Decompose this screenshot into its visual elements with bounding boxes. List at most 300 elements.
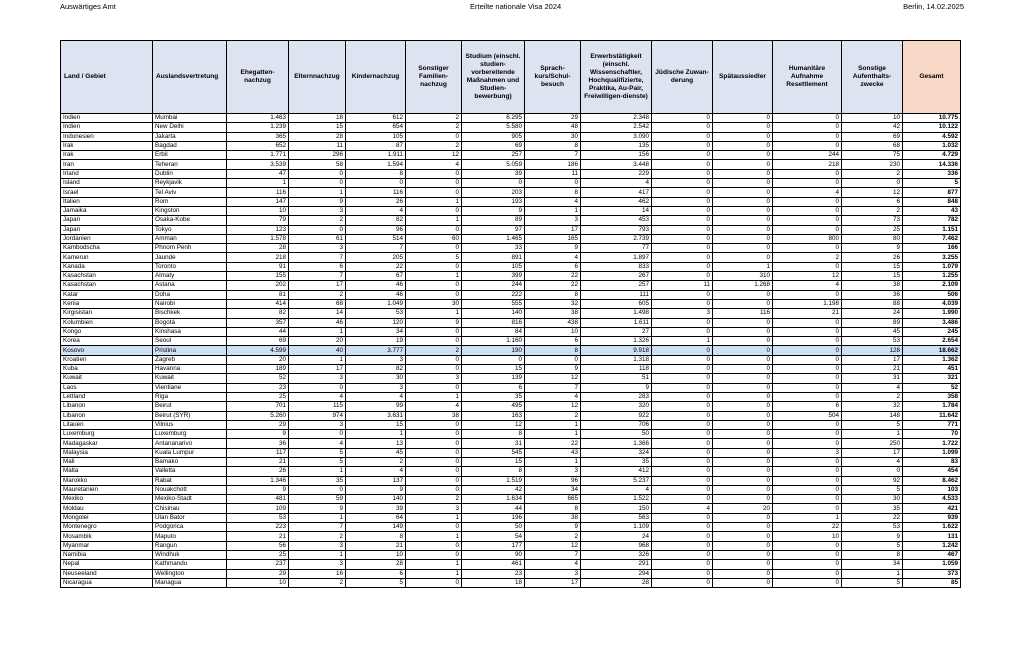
cell-value: 3 (406, 504, 462, 513)
cell-value: 1.465 (462, 234, 525, 243)
table-row (61, 365, 961, 374)
cell-value: 99 (346, 402, 406, 411)
cell-value: 8 (462, 430, 525, 439)
cell-country: Kuba (61, 365, 153, 374)
cell-value: 0 (652, 346, 713, 355)
table-row (61, 550, 961, 559)
cell-value: 105 (462, 262, 525, 271)
cell-value: 1.463 (227, 114, 289, 123)
col-header-total: Gesamt (903, 41, 961, 114)
cell-value: 46 (346, 290, 406, 299)
cell-mission: Maputo (153, 532, 227, 541)
cell-value: 14 (581, 206, 652, 215)
table-row (61, 523, 961, 532)
table-row (61, 132, 961, 141)
cell-value: 3 (289, 374, 346, 383)
cell-value: 250 (842, 439, 903, 448)
cell-value: 1 (289, 327, 346, 336)
cell-value: 1.326 (581, 337, 652, 346)
cell-value: 0 (773, 169, 842, 178)
cell-country: Malaysia (61, 448, 153, 457)
cell-value: 30 (842, 495, 903, 504)
cell-country: Libanon (61, 411, 153, 420)
cell-value: 28 (289, 132, 346, 141)
cell-total: 1.722 (903, 439, 961, 448)
cell-value: 33 (462, 244, 525, 253)
cell-value: 4 (773, 281, 842, 290)
table-row (61, 337, 961, 346)
cell-total: 5 (903, 179, 961, 188)
cell-value: 0 (713, 495, 773, 504)
cell-value: 3 (406, 374, 462, 383)
cell-value: 1 (406, 513, 462, 522)
cell-country: Montenegro (61, 523, 153, 532)
cell-country: Kuwait (61, 374, 153, 383)
cell-value: 24 (842, 309, 903, 318)
cell-value: 17 (289, 365, 346, 374)
cell-value: 0 (773, 439, 842, 448)
cell-value: 968 (581, 541, 652, 550)
cell-country: Mexiko (61, 495, 153, 504)
cell-value: 7 (525, 550, 581, 559)
cell-value: 0 (713, 550, 773, 559)
table-row (61, 355, 961, 364)
table-row (61, 244, 961, 253)
table-row (61, 281, 961, 290)
col-header: Sonstiger Familien-nachzug (406, 41, 462, 114)
cell-value: 1 (406, 392, 462, 401)
cell-country: Kirgisistan (61, 309, 153, 318)
cell-value: 7 (525, 151, 581, 160)
cell-total: 3.486 (903, 318, 961, 327)
cell-value: 0 (652, 374, 713, 383)
cell-value: 1.049 (346, 299, 406, 308)
cell-value: 1.594 (346, 160, 406, 169)
header-org: Auswärtiges Amt (60, 2, 116, 11)
cell-value: 5.580 (462, 123, 525, 132)
cell-mission: Valletta (153, 467, 227, 476)
cell-value: 0 (773, 123, 842, 132)
cell-value: 0 (406, 541, 462, 550)
cell-value: 230 (842, 160, 903, 169)
cell-value: 0 (406, 290, 462, 299)
table-row (61, 532, 961, 541)
cell-value: 28 (346, 560, 406, 569)
cell-value: 56 (227, 541, 289, 550)
cell-value: 31 (462, 439, 525, 448)
cell-value: 800 (773, 234, 842, 243)
cell-value: 88 (842, 299, 903, 308)
cell-country: Luxemburg (61, 430, 153, 439)
cell-value: 50 (581, 430, 652, 439)
cell-value: 0 (713, 411, 773, 420)
cell-value: 89 (842, 318, 903, 327)
cell-value: 29 (227, 420, 289, 429)
cell-value: 5.237 (581, 476, 652, 485)
cell-value: 16 (289, 569, 346, 578)
cell-value: 140 (346, 495, 406, 504)
cell-value: 0 (652, 467, 713, 476)
cell-value: 21 (842, 365, 903, 374)
cell-value: 3 (289, 244, 346, 253)
cell-value: 0 (652, 327, 713, 336)
cell-value: 0 (773, 114, 842, 123)
cell-value: 1.911 (346, 151, 406, 160)
cell-value: 2 (406, 495, 462, 504)
cell-value: 34 (346, 327, 406, 336)
cell-value: 2.739 (581, 234, 652, 243)
cell-value: 222 (462, 290, 525, 299)
cell-value: 38 (842, 281, 903, 290)
col-header: Auslandsvertretung (153, 41, 227, 114)
cell-value: 44 (462, 504, 525, 513)
cell-value: 0 (406, 365, 462, 374)
cell-mission: Seoul (153, 337, 227, 346)
cell-value: 0 (713, 439, 773, 448)
cell-value: 149 (346, 523, 406, 532)
cell-value: 0 (713, 513, 773, 522)
cell-value: 196 (462, 513, 525, 522)
cell-value: 79 (227, 216, 289, 225)
cell-total: 2.109 (903, 281, 961, 290)
table-row (61, 253, 961, 262)
cell-mission: Mexiko-Stadt (153, 495, 227, 504)
cell-value: 0 (842, 179, 903, 188)
table-row (61, 225, 961, 234)
cell-country: Irak (61, 151, 153, 160)
cell-value: 23 (227, 383, 289, 392)
cell-value: 0 (652, 114, 713, 123)
cell-value: 116 (346, 188, 406, 197)
cell-value: 3 (652, 309, 713, 318)
cell-value: 294 (581, 569, 652, 578)
cell-total: 848 (903, 197, 961, 206)
cell-total: 454 (903, 467, 961, 476)
cell-value: 36 (227, 439, 289, 448)
cell-value: 2 (773, 253, 842, 262)
cell-total: 245 (903, 327, 961, 336)
table-row (61, 439, 961, 448)
cell-mission: Nairobi (153, 299, 227, 308)
cell-value: 0 (652, 439, 713, 448)
cell-value: 0 (652, 513, 713, 522)
cell-value: 21 (346, 541, 406, 550)
cell-value: 365 (227, 132, 289, 141)
cell-value: 652 (227, 141, 289, 150)
cell-value: 11 (652, 281, 713, 290)
cell-country: Lettland (61, 392, 153, 401)
col-header: Spätaussiedler (713, 41, 773, 114)
cell-value: 1 (406, 272, 462, 281)
cell-value: 0 (406, 578, 462, 587)
col-header: Elternnachzug (289, 41, 346, 114)
cell-country: Kongo (61, 327, 153, 336)
cell-value: 0 (713, 197, 773, 206)
cell-value: 1 (406, 216, 462, 225)
cell-total: 877 (903, 188, 961, 197)
cell-value: 2 (406, 346, 462, 355)
cell-value: 26 (227, 467, 289, 476)
table-row (61, 430, 961, 439)
cell-value: 21 (773, 309, 842, 318)
cell-value: 2 (406, 141, 462, 150)
cell-total: 358 (903, 392, 961, 401)
table-row (61, 467, 961, 476)
cell-value: 267 (581, 272, 652, 281)
cell-value: 0 (713, 523, 773, 532)
cell-value: 80 (842, 234, 903, 243)
table-row (61, 234, 961, 243)
cell-value: 148 (842, 411, 903, 420)
col-header: Kindernachzug (346, 41, 406, 114)
cell-value: 42 (842, 123, 903, 132)
cell-mission: New Delhi (153, 123, 227, 132)
cell-value: 1.578 (227, 234, 289, 243)
cell-value: 193 (462, 197, 525, 206)
cell-value: 0 (652, 550, 713, 559)
table-row (61, 541, 961, 550)
cell-value: 0 (289, 225, 346, 234)
cell-value: 1 (842, 430, 903, 439)
cell-value: 109 (227, 504, 289, 513)
cell-value: 0 (713, 532, 773, 541)
cell-value: 0 (713, 253, 773, 262)
table-row (61, 272, 961, 281)
cell-value: 0 (773, 216, 842, 225)
table-row (61, 169, 961, 178)
header-date: Berlin, 14.02.2025 (903, 2, 964, 11)
cell-mission: Pristina (153, 346, 227, 355)
cell-value: 4 (525, 197, 581, 206)
cell-value: 0 (713, 346, 773, 355)
cell-value: 0 (406, 281, 462, 290)
cell-value: 4 (406, 160, 462, 169)
cell-value: 8 (525, 141, 581, 150)
cell-value: 0 (652, 244, 713, 253)
cell-value: 291 (581, 560, 652, 569)
cell-value: 0 (406, 448, 462, 457)
cell-value: 0 (773, 355, 842, 364)
cell-value: 654 (346, 123, 406, 132)
cell-value: 0 (652, 234, 713, 243)
cell-value: 1 (525, 420, 581, 429)
cell-value: 4 (346, 467, 406, 476)
col-header: Humanitäre Aufnahme Resettlement (773, 41, 842, 114)
cell-value: 43 (525, 448, 581, 457)
cell-total: 18.662 (903, 346, 961, 355)
cell-mission: Vientiane (153, 383, 227, 392)
cell-value: 1.522 (581, 495, 652, 504)
table-row (61, 318, 961, 327)
cell-value: 0 (713, 179, 773, 188)
cell-value: 0 (652, 169, 713, 178)
cell-value: 3 (289, 206, 346, 215)
cell-value: 186 (525, 160, 581, 169)
cell-country: Kanada (61, 262, 153, 271)
cell-mission: Kinshasa (153, 327, 227, 336)
cell-value: 1.109 (581, 523, 652, 532)
cell-value: 0 (713, 420, 773, 429)
cell-value: 0 (525, 355, 581, 364)
cell-total: 1.622 (903, 523, 961, 532)
cell-value: 23 (462, 569, 525, 578)
cell-total: 11.642 (903, 411, 961, 420)
cell-value: 3 (525, 467, 581, 476)
cell-value: 833 (581, 262, 652, 271)
cell-value: 1.366 (581, 439, 652, 448)
table-row (61, 513, 961, 522)
cell-total: 4.533 (903, 495, 961, 504)
cell-mission: Beirut (153, 402, 227, 411)
cell-value: 5 (406, 253, 462, 262)
cell-value: 3 (525, 569, 581, 578)
table-row (61, 188, 961, 197)
cell-value: 0 (652, 299, 713, 308)
cell-country: Jordanien (61, 234, 153, 243)
cell-country: Kasachstan (61, 281, 153, 290)
cell-country: Japan (61, 225, 153, 234)
cell-value: 9 (842, 532, 903, 541)
cell-value: 38 (525, 513, 581, 522)
cell-country: Jamaika (61, 206, 153, 215)
cell-total: 7.462 (903, 234, 961, 243)
cell-value: 0 (713, 457, 773, 466)
cell-value: 9 (462, 206, 525, 215)
cell-value: 9 (289, 504, 346, 513)
cell-value: 115 (289, 402, 346, 411)
table-row (61, 197, 961, 206)
cell-value: 399 (462, 272, 525, 281)
cell-value: 0 (713, 560, 773, 569)
cell-value: 11 (289, 141, 346, 150)
col-header: Ehegatten-nachzug (227, 41, 289, 114)
cell-value: 84 (462, 327, 525, 336)
cell-country: Mauretanien (61, 485, 153, 494)
cell-value: 12 (842, 188, 903, 197)
table-row (61, 299, 961, 308)
cell-value: 18 (289, 114, 346, 123)
cell-value: 0 (842, 467, 903, 476)
cell-value: 60 (406, 234, 462, 243)
cell-value: 4 (842, 457, 903, 466)
cell-value: 1 (406, 197, 462, 206)
cell-value: 116 (227, 188, 289, 197)
cell-value: 0 (773, 560, 842, 569)
table-row (61, 216, 961, 225)
cell-value: 0 (713, 318, 773, 327)
cell-mission: Windhuk (153, 550, 227, 559)
cell-value: 10 (773, 532, 842, 541)
cell-value: 9 (525, 523, 581, 532)
cell-total: 1.032 (903, 141, 961, 150)
cell-value: 75 (842, 151, 903, 160)
cell-value: 0 (406, 430, 462, 439)
cell-value: 50 (462, 523, 525, 532)
cell-total: 85 (903, 578, 961, 587)
cell-value: 974 (289, 411, 346, 420)
cell-value: 137 (346, 476, 406, 485)
cell-value: 244 (462, 281, 525, 290)
cell-value: 5 (346, 578, 406, 587)
cell-value: 3 (289, 541, 346, 550)
cell-value: 163 (462, 411, 525, 420)
cell-mission: Jaunde (153, 253, 227, 262)
cell-value: 47 (227, 169, 289, 178)
header-title: Erteilte nationale Visa 2024 (470, 2, 562, 11)
cell-country: Iran (61, 160, 153, 169)
cell-country: Nepal (61, 560, 153, 569)
cell-value: 0 (713, 355, 773, 364)
cell-value: 0 (773, 318, 842, 327)
col-header: Jüdische Zuwan-derung (652, 41, 713, 114)
cell-country: Myanmar (61, 541, 153, 550)
cell-value: 10 (525, 327, 581, 336)
cell-country: Korea (61, 337, 153, 346)
cell-value: 0 (773, 420, 842, 429)
cell-value: 3 (346, 383, 406, 392)
cell-value: 0 (773, 457, 842, 466)
cell-value: 2 (842, 392, 903, 401)
cell-value: 3 (525, 216, 581, 225)
cell-value: 5 (289, 448, 346, 457)
cell-value: 1 (525, 206, 581, 215)
cell-value: 17 (842, 448, 903, 457)
cell-mission: Zagreb (153, 355, 227, 364)
cell-total: 782 (903, 216, 961, 225)
cell-value: 35 (581, 457, 652, 466)
cell-value: 0 (773, 179, 842, 188)
cell-value: 0 (713, 569, 773, 578)
cell-total: 451 (903, 365, 961, 374)
table-header-row (61, 41, 961, 114)
cell-value: 0 (406, 327, 462, 336)
table-row (61, 327, 961, 336)
cell-value: 20 (713, 504, 773, 513)
cell-value: 38 (525, 309, 581, 318)
cell-mission: Beirut (SYR) (153, 411, 227, 420)
cell-value: 45 (346, 448, 406, 457)
cell-value: 11 (525, 169, 581, 178)
cell-value: 0 (652, 578, 713, 587)
cell-value: 0 (652, 476, 713, 485)
cell-country: Indien (61, 123, 153, 132)
cell-value: 28 (581, 578, 652, 587)
cell-mission: Teheran (153, 160, 227, 169)
cell-total: 52 (903, 383, 961, 392)
cell-value: 14 (289, 309, 346, 318)
cell-value: 36 (842, 290, 903, 299)
cell-value: 1.771 (227, 151, 289, 160)
cell-value: 0 (713, 206, 773, 215)
cell-value: 9 (525, 244, 581, 253)
cell-value: 128 (842, 346, 903, 355)
cell-mission: Toronto (153, 262, 227, 271)
cell-value: 324 (581, 448, 652, 457)
col-header: Sonstige Aufenthalts-zwecke (842, 41, 903, 114)
cell-value: 0 (406, 225, 462, 234)
cell-value: 0 (713, 290, 773, 299)
cell-value: 0 (406, 132, 462, 141)
cell-value: 30 (406, 299, 462, 308)
cell-value: 4 (289, 439, 346, 448)
cell-value: 0 (713, 430, 773, 439)
cell-value: 87 (346, 141, 406, 150)
table-row (61, 392, 961, 401)
table-row (61, 402, 961, 411)
cell-value: 53 (227, 513, 289, 522)
cell-value: 97 (462, 225, 525, 234)
cell-total: 3.255 (903, 253, 961, 262)
